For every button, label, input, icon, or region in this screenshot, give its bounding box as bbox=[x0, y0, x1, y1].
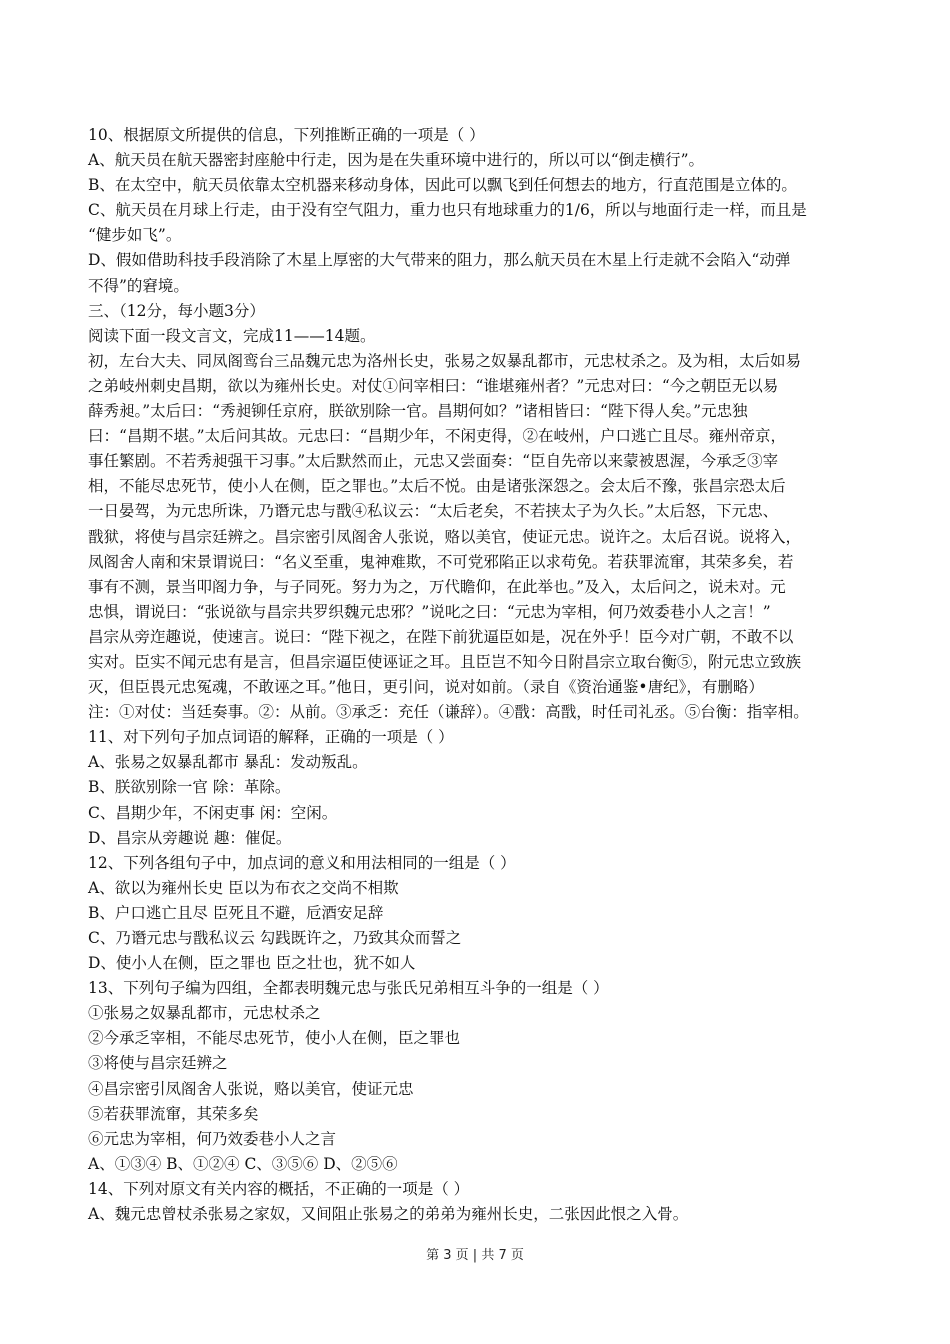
statement-line: ①张易之奴暴乱都市，元忠杖杀之 bbox=[88, 1004, 321, 1023]
option-line: B、朕欲别除一官 除：革除。 bbox=[88, 778, 291, 797]
option-line: C、昌期少年，不闲吏事 闲：空闲。 bbox=[88, 803, 338, 822]
passage-line: 相，不能尽忠死节，使小人在侧，臣之罪也。”太后不悦。由是诸张深怨之。会太后不豫，张昌宗恐太后 bbox=[88, 477, 786, 496]
notes-line: 注：①对仗：当廷奏事。②：从前。③承乏：充任（谦辞）。④戬：高戬，时任司礼丞。⑤台衡：指宰相。 bbox=[88, 703, 809, 722]
passage-line: 薛秀昶。”太后曰：“秀昶铆任京府，朕欲别除一官。昌期何如？”诸相皆曰：“陛下得人矣。”元忠独 bbox=[88, 402, 748, 421]
passage-line: 初，左台大夫、同凤阁鸾台三品魏元忠为洛州长史，张易之奴暴乱都市，元忠杖杀之。及为相，太后如易 bbox=[88, 351, 802, 370]
option-line: A、欲以为雍州长史 臣以为布衣之交尚不相欺 bbox=[88, 878, 399, 897]
text-line: D、假如借助科技手段消除了木星上厚密的大气带来的阻力，那么航天员在木星上行走就不会陷入“动弹 bbox=[88, 251, 791, 270]
option-line: A、张易之奴暴乱都市 暴乱：发动叛乱。 bbox=[88, 753, 368, 772]
option-line: A、魏元忠曾杖杀张易之家奴，又间阻止张易之的弟弟为雍州长史，二张因此恨之入骨。 bbox=[88, 1205, 689, 1224]
statement-line: ②今承乏宰相，不能尽忠死节，使小人在侧，臣之罪也 bbox=[88, 1029, 461, 1048]
passage-line: 一日晏驾，为元忠所诛，乃谮元忠与戬④私议云：“太后老矣，不若挟太子为久长。”太后怒，下元忠、 bbox=[88, 502, 779, 521]
passage-line: 事任繁剧。不若秀昶强干习事。”太后默然而止，元忠又尝面奏：“臣自先帝以来蒙被恩渥，今承乏③宰 bbox=[88, 452, 779, 471]
statement-line: ③将使与昌宗廷辨之 bbox=[88, 1054, 228, 1073]
option-line: A、①③④ B、①②④ C、③⑤⑥ D、②⑤⑥ bbox=[88, 1154, 398, 1173]
page-footer: 第 3 页 | 共 7 页 bbox=[426, 1248, 524, 1263]
passage-line: 曰：“昌期不堪。”太后问其故。元忠曰：“昌期少年，不闲吏得，②在岐州，户口逃亡且尽。雍州帝京， bbox=[88, 427, 787, 446]
question-line: 11、对下列句子加点词语的解释，正确的一项是（ ） bbox=[88, 728, 454, 747]
statement-line: ④昌宗密引凤阁舍人张说，赂以美官，使证元忠 bbox=[88, 1079, 414, 1098]
passage-line: 之弟岐州刺史昌期，欲以为雍州长史。对仗①问宰相曰：“谁堪雍州者？”元忠对曰：“今之朝臣无以易 bbox=[88, 376, 779, 395]
passage-line: 事有不测，景当叩阁力争，与子同死。努力为之，万代瞻仰，在此举也。”及入，太后问之，说未对。元 bbox=[88, 577, 786, 596]
text-line: 阅读下面一段文言文，完成11——14题。 bbox=[88, 326, 376, 345]
text-line: C、航天员在月球上行走，由于没有空气阻力，重力也只有地球重力的1/6，所以与地面行走一样，而且是 bbox=[88, 201, 807, 220]
passage-line: 忠惧，谓说曰：“张说欲与昌宗共罗织魏元忠邪？”说叱之曰：“元忠为宰相，何乃效委巷小人之言！” bbox=[88, 602, 771, 621]
text-line: B、在太空中，航天员依靠太空机器来移动身体，因此可以飘飞到任何想去的地方，行直范围是立体的。 bbox=[88, 176, 797, 195]
question-line: 14、下列对原文有关内容的概括，不正确的一项是（ ） bbox=[88, 1179, 470, 1198]
option-line: C、乃谮元忠与戬私议云 勾践既许之，乃致其众而誓之 bbox=[88, 929, 462, 947]
statement-line: ⑤若获罪流窜，其荣多矣 bbox=[88, 1104, 259, 1123]
option-line: D、使小人在侧，臣之罪也 臣之壮也，犹不如人 bbox=[88, 954, 416, 973]
passage-line: 实对。臣实不闻元忠有是言，但昌宗逼臣使诬证之耳。且臣岂不知今日附昌宗立取台衡⑤，附元忠立致族 bbox=[88, 652, 802, 671]
text-line: 10、根据原文所提供的信息，下列推断正确的一项是（ ） bbox=[88, 126, 485, 144]
passage-line: 凤阁舍人南和宋景谓说曰：“名义至重，鬼神难欺，不可党邪陷正以求苟免。若获罪流窜，其荣多矣，若 bbox=[88, 552, 794, 571]
passage-line: 昌宗从旁迮趣说，使速言。说曰：“陛下视之，在陛下前犹逼臣如是，况在外乎！臣今对广朝，不敢不以 bbox=[88, 627, 794, 646]
passage-line: 戬狱，将使与昌宗廷辨之。昌宗密引凤阁舍人张说，赂以美官，使证元忠。说许之。太后召说。说将入， bbox=[88, 527, 802, 546]
text-line: A、航天员在航天器密封座舱中行走，因为是在失重环境中进行的，所以可以“倒走横行”。 bbox=[88, 151, 705, 170]
option-line: B、户口逃亡且尽 臣死且不避，卮酒安足辞 bbox=[88, 903, 384, 922]
section-heading: 三、（12分，每小题3分） bbox=[88, 301, 265, 320]
statement-line: ⑥元忠为宰相，何乃效委巷小人之言 bbox=[88, 1129, 337, 1148]
text-line: 不得”的窘境。 bbox=[88, 276, 189, 295]
question-line: 12、下列各组句子中，加点词的意义和用法相同的一组是（ ） bbox=[88, 853, 516, 872]
document-body bbox=[88, 123, 863, 1227]
text-line: “健步如飞”。 bbox=[88, 226, 182, 245]
option-line: D、昌宗从旁趣说 趣：催促。 bbox=[88, 828, 292, 847]
passage-line: 灭，但臣畏元忠冤魂，不敢诬之耳。”他日，更引问，说对如前。（录自《资治通鉴•唐纪》，有删略） bbox=[88, 678, 764, 697]
question-line: 13、下列句子编为四组，全都表明魏元忠与张氏兄弟相互斗争的一组是（ ） bbox=[88, 979, 609, 998]
